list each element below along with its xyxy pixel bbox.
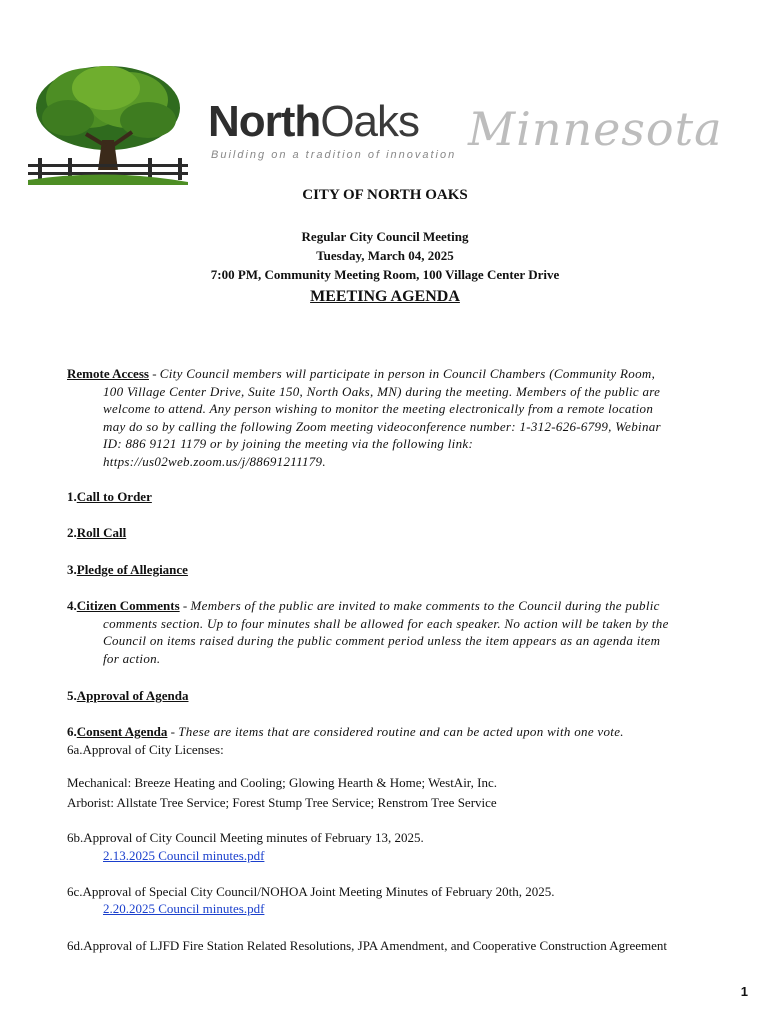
item-desc-0: Members of the public are invited to make comments to the Council during the public — [190, 598, 660, 613]
remote-line-4: ID: 886 9121 1179 or by joining the meeting via the following link: — [103, 436, 474, 451]
item-desc-1: comments section. Up to four minutes shall be allowed for each speaker. No action will be taken by the — [103, 615, 669, 631]
item-desc-3: for action. — [103, 650, 161, 666]
item-label: Call to Order — [76, 489, 152, 504]
remote-access-heading: Remote Access — [67, 366, 149, 381]
item-6d-title: 6d.Approval of LJFD Fire Station Related Resolutions, JPA Amendment, and Cooperative Construction Agreement — [67, 938, 667, 953]
item-number: 2. — [67, 525, 77, 540]
item-sep: - — [167, 724, 179, 739]
item-label: Consent Agenda — [76, 724, 168, 739]
item-number: 4. — [67, 598, 77, 613]
remote-line-2: welcome to attend. Any person wishing to monitor the meeting electronically from a remote location — [103, 401, 654, 416]
page-number: 1 — [740, 984, 748, 999]
agenda-item-6 — [67, 723, 727, 758]
meeting-date: Tuesday, March 04, 2025 — [316, 248, 454, 263]
item-sep: - — [179, 598, 191, 613]
brand-tagline: Building on a tradition of innovation — [211, 149, 457, 161]
agenda-item-1 — [67, 488, 727, 506]
item-6c-link-row — [67, 900, 763, 917]
item-number: 3. — [67, 562, 77, 577]
remote-sep: - — [148, 366, 160, 381]
item-label: Pledge of Allegiance — [76, 562, 188, 577]
minutes-2-20-link[interactable]: 2.20.2025 Council minutes.pdf — [103, 901, 265, 916]
item-number: 5. — [67, 688, 77, 703]
meeting-time-place: 7:00 PM, Community Meeting Room, 100 Village Center Drive — [210, 267, 560, 282]
brand-script: Minnesota — [468, 102, 723, 156]
city-name: CITY OF NORTH OAKS — [302, 187, 468, 203]
agenda-item-3 — [67, 561, 727, 579]
item-label: Approval of Agenda — [76, 688, 189, 703]
agenda-title: MEETING AGENDA — [310, 288, 460, 305]
item-label: Roll Call — [76, 525, 127, 540]
oak-tree-icon — [28, 60, 188, 185]
remote-zoom-link: https://us02web.zoom.us/j/88691211179. — [103, 453, 326, 469]
item-6b-title: 6b.Approval of City Council Meeting minutes of February 13, 2025. — [67, 830, 424, 845]
brand-oaks: Oaks — [320, 97, 420, 146]
item-number: 6. — [67, 724, 77, 739]
meeting-type: Regular City Council Meeting — [301, 229, 469, 244]
item-6a-title: 6a.Approval of City Licenses: — [67, 741, 224, 757]
item-number: 1. — [67, 489, 77, 504]
item-desc-2: Council on items raised during the public comment period unless the item appears as an agenda item — [103, 633, 661, 648]
remote-line-0: City Council members will participate in person in Council Chambers (Community Room, — [159, 366, 656, 381]
licenses-arborist: Arborist: Allstate Tree Service; Forest Stump Tree Service; Renstrom Tree Service — [67, 795, 497, 810]
north-oaks-logo — [28, 60, 748, 190]
agenda-item-4 — [67, 597, 727, 667]
minutes-2-13-link[interactable]: 2.13.2025 Council minutes.pdf — [103, 848, 265, 863]
agenda-item-2 — [67, 524, 727, 542]
item-6b-link-row — [67, 847, 763, 864]
brand-north: North — [208, 97, 321, 146]
item-desc: These are items that are considered routine and can be acted upon with one vote. — [178, 724, 624, 739]
agenda-item-5 — [67, 687, 727, 705]
licenses-mechanical: Mechanical: Breeze Heating and Cooling; Glowing Hearth & Home; WestAir, Inc. — [67, 775, 497, 790]
remote-access-section — [67, 365, 727, 470]
remote-line-3: may do so by calling the following Zoom meeting videoconference number: 1-312-626-6799, Webinar — [103, 418, 661, 434]
item-6c-title: 6c.Approval of Special City Council/NOHOA Joint Meeting Minutes of February 20th, 2025. — [67, 884, 555, 899]
remote-line-1: 100 Village Center Drive, Suite 150, North Oaks, MN) during the meeting. Members of the public are — [103, 383, 661, 399]
item-label: Citizen Comments — [76, 598, 180, 613]
brand-wordmark — [208, 97, 420, 146]
